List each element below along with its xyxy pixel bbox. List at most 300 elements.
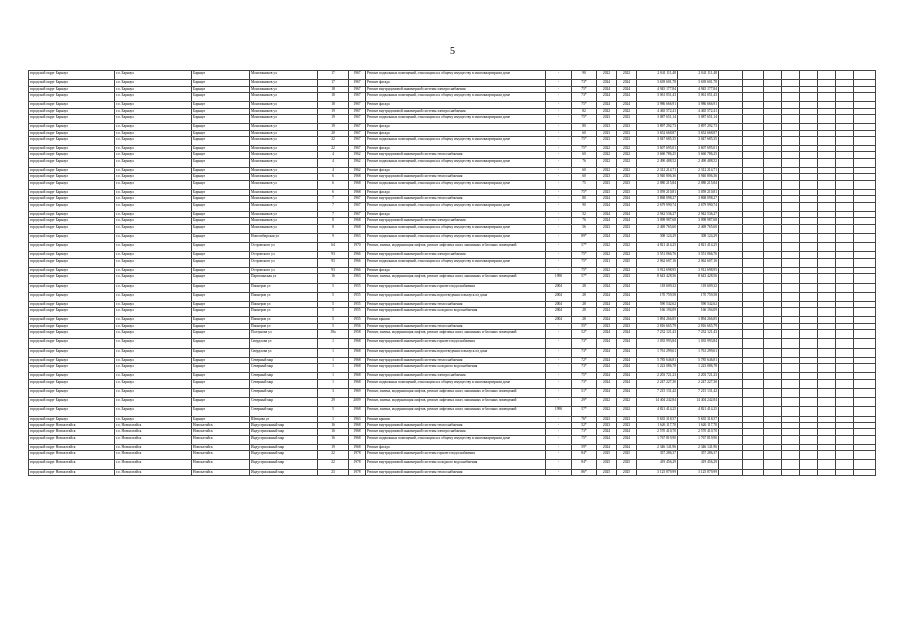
cell-empty (719, 379, 743, 388)
cell-house-number: 5 (318, 283, 349, 292)
cell-build-year: 1955 (349, 283, 366, 292)
table-row (29, 348, 876, 357)
cell-municipality: г.о. Барнаул (115, 92, 192, 101)
cell-plan-end-year: 2025 (617, 258, 637, 267)
cell-empty (743, 460, 764, 469)
cell-prev-repair-year: 2004 (546, 292, 572, 301)
cell-cost-fund: 3 125 879,99 (678, 469, 719, 475)
cell-prev-repair-year: - (546, 196, 572, 202)
cell-work-type: Ремонт внутридомовой инженерной системы теплоснабжения (366, 469, 546, 475)
cell-empty (854, 92, 876, 101)
cell-locality: Новоалтайск (192, 422, 250, 428)
cell-street: Островского ул (250, 252, 318, 258)
cell-build-year: 1967 (349, 146, 366, 152)
table-row (29, 158, 876, 167)
cell-district: городской округ Барнаул (29, 308, 115, 317)
cell-house-number: 4 (318, 158, 349, 167)
cell-empty (764, 388, 782, 397)
cell-house-number: 16 (318, 422, 349, 428)
cell-empty (764, 292, 782, 301)
cell-empty (719, 364, 743, 373)
cell-cost-total: 3 897 292,73 (637, 124, 678, 130)
cell-house-number: 5 (318, 292, 349, 301)
cell-wear-percent: 75* (572, 252, 597, 258)
cell-empty (782, 398, 800, 407)
cell-prev-repair-year: - (546, 212, 572, 218)
cell-locality: Барнаул (192, 158, 250, 167)
cell-cost-fund: 118 609,32 (678, 283, 719, 292)
cell-empty (818, 202, 836, 211)
table-row (29, 407, 876, 416)
cell-locality: Барнаул (192, 283, 250, 292)
table-row (29, 398, 876, 407)
cell-cost-total: 2 816 665,79 (637, 323, 678, 329)
cell-plan-start-year: 2022 (597, 71, 617, 80)
cell-plan-start-year: 2024 (597, 429, 617, 435)
cell-house-number: 19 (318, 124, 349, 130)
cell-build-year: 1963 (349, 416, 366, 422)
cell-empty (782, 339, 800, 348)
cell-prev-repair-year: - (546, 152, 572, 158)
cell-district: городской округ Барнаул (29, 174, 115, 180)
cell-build-year: 1968 (349, 435, 366, 444)
cell-plan-start-year: 2021 (597, 258, 617, 267)
cell-build-year: 1963 (349, 274, 366, 283)
cell-empty (836, 398, 854, 407)
cell-cost-fund: 7 232 121,43 (678, 330, 719, 339)
cell-empty (743, 435, 764, 444)
cell-plan-start-year: 2023 (597, 130, 617, 136)
cell-house-number: 29 (318, 398, 349, 407)
cell-plan-start-year: 2022 (597, 158, 617, 167)
cell-house-number: 22 (318, 460, 349, 469)
cell-wear-percent: 51* (572, 388, 597, 397)
cell-plan-start-year: 2022 (597, 152, 617, 158)
cell-cost-fund: 1 761 299,61 (678, 348, 719, 357)
cell-house-number: 16 (318, 435, 349, 444)
cell-house-number: 18 (318, 102, 349, 108)
cell-empty (782, 330, 800, 339)
cell-cost-total: 2 942 536,27 (637, 212, 678, 218)
cell-cost-fund: 5 635 318,57 (678, 416, 719, 422)
cell-wear-percent: 28 (572, 317, 597, 323)
cell-locality: Барнаул (192, 71, 250, 80)
cell-empty (743, 136, 764, 145)
cell-wear-percent: 52* (572, 330, 597, 339)
cell-empty (818, 92, 836, 101)
cell-plan-end-year: 2023 (617, 174, 637, 180)
cell-empty (818, 339, 836, 348)
cell-district: городской округ Барнаул (29, 233, 115, 242)
cell-municipality: г.о. Барнаул (115, 407, 192, 416)
cell-house-number: 7 (318, 212, 349, 218)
cell-work-type: Ремонт подвальных помещений, относящихся к общему имуществу в многоквартирном доме (366, 379, 546, 388)
cell-district: городской округ Барнаул (29, 168, 115, 174)
cell-build-year: 1958 (349, 330, 366, 339)
cell-cost-fund: 357 286,37 (678, 451, 719, 460)
cell-work-type: Ремонт внутридомовой инженерной системы электроснабжения (366, 252, 546, 258)
cell-prev-repair-year: - (546, 398, 572, 407)
cell-prev-repair-year: - (546, 339, 572, 348)
cell-build-year: 1968 (349, 224, 366, 233)
cell-empty (836, 243, 854, 252)
cell-empty (743, 292, 764, 301)
cell-district: городской округ Барнаул (29, 130, 115, 136)
cell-cost-fund: 3 897 292,73 (678, 124, 719, 130)
cell-street: Монтажников ул (250, 124, 318, 130)
cell-cost-total: 2 346 141,96 (637, 444, 678, 450)
cell-house-number: 64 (318, 243, 349, 252)
cell-locality: Барнаул (192, 330, 250, 339)
cell-locality: Новоалтайск (192, 451, 250, 460)
cell-cost-fund: 3 607 695,01 (678, 146, 719, 152)
cell-empty (764, 460, 782, 469)
page-number: 5 (450, 46, 455, 57)
table-row (29, 283, 876, 292)
cell-cost-total: 8 643 428,56 (637, 274, 678, 283)
cell-build-year: 1966 (349, 267, 366, 273)
cell-empty (836, 308, 854, 317)
cell-empty (818, 460, 836, 469)
cell-wear-percent: 86* (572, 469, 597, 475)
cell-empty (719, 308, 743, 317)
cell-municipality: г.о. Барнаул (115, 136, 192, 145)
cell-build-year: 1978 (349, 460, 366, 469)
cell-district: городской округ Барнаул (29, 218, 115, 224)
cell-cost-total: 590 542,62 (637, 301, 678, 307)
cell-plan-end-year: 2022 (617, 407, 637, 416)
cell-locality: Новоалтайск (192, 429, 250, 435)
cell-cost-total: 4 821 414,25 (637, 243, 678, 252)
cell-work-type: Ремонт фасада (366, 212, 546, 218)
cell-street: Индустриальный мкр (250, 429, 318, 435)
cell-municipality: г.о. Барнаул (115, 224, 192, 233)
cell-work-type: Ремонт внутридомовой инженерной системы теплоснабжения (366, 323, 546, 329)
cell-municipality: г.о. Барнаул (115, 317, 192, 323)
cell-prev-repair-year: - (546, 114, 572, 123)
cell-wear-percent: 72* (572, 357, 597, 363)
cell-house-number: 1 (318, 348, 349, 357)
cell-locality: Барнаул (192, 218, 250, 224)
cell-plan-end-year: 2023 (617, 180, 637, 189)
cell-locality: Барнаул (192, 202, 250, 211)
cell-municipality: г.о. Барнаул (115, 274, 192, 283)
cell-plan-end-year: 2022 (617, 243, 637, 252)
cell-empty (836, 348, 854, 357)
cell-prev-repair-year: - (546, 102, 572, 108)
cell-plan-start-year: 2023 (597, 180, 617, 189)
cell-empty (782, 379, 800, 388)
cell-street: Свердлова ул (250, 339, 318, 348)
cell-street: Индустриальный мкр (250, 444, 318, 450)
cell-house-number: 1 (318, 364, 349, 373)
cell-house-number: 93 (318, 252, 349, 258)
cell-street: Монтажников ул (250, 202, 318, 211)
cell-wear-percent: 75* (572, 267, 597, 273)
table-row (29, 233, 876, 242)
cell-empty (836, 202, 854, 211)
cell-prev-repair-year: - (546, 174, 572, 180)
cell-wear-percent: 55* (572, 323, 597, 329)
cell-plan-end-year: 2023 (617, 136, 637, 145)
cell-build-year: 2009 (349, 398, 366, 407)
cell-house-number: 5 (318, 308, 349, 317)
cell-house-number: 16 (318, 274, 349, 283)
cell-prev-repair-year: - (546, 180, 572, 189)
cell-empty (800, 407, 818, 416)
cell-cost-total: 166 194,09 (637, 308, 678, 317)
cell-cost-fund: 1 223 086,78 (678, 364, 719, 373)
cell-work-type: Ремонт подвальных помещений, относящихся к общему имуществу в многоквартирном доме (366, 180, 546, 189)
cell-plan-end-year: 2023 (617, 274, 637, 283)
cell-empty (764, 258, 782, 267)
cell-prev-repair-year: - (546, 146, 572, 152)
cell-build-year: 1962 (349, 168, 366, 174)
cell-empty (854, 233, 876, 242)
cell-cost-fund: 3 087 651,14 (678, 114, 719, 123)
cell-empty (764, 469, 782, 475)
cell-municipality: г.о. Барнаул (115, 398, 192, 407)
cell-plan-end-year: 2024 (617, 364, 637, 373)
cell-empty (782, 308, 800, 317)
cell-house-number: 7 (318, 196, 349, 202)
cell-work-type: Ремонт внутридомовой инженерной системы холодного водоснабжения (366, 460, 546, 469)
cell-empty (743, 451, 764, 460)
cell-empty (782, 92, 800, 101)
cell-wear-percent: 73* (572, 80, 597, 86)
cell-empty (818, 364, 836, 373)
cell-work-type: Ремонт подвальных помещений, относящихся к общему имуществу в многоквартирном доме (366, 435, 546, 444)
cell-plan-start-year: 2024 (597, 308, 617, 317)
cell-work-type: Ремонт подвальных помещений, относящихся к общему имуществу в многоквартирном доме (366, 136, 546, 145)
cell-municipality: г.о. Новоалтайск (115, 469, 192, 475)
table-row (29, 339, 876, 348)
cell-plan-end-year: 2024 (617, 292, 637, 301)
cell-empty (800, 180, 818, 189)
cell-cost-total: 2 469 765,60 (637, 224, 678, 233)
cell-plan-end-year: 2024 (617, 373, 637, 379)
cell-municipality: г.о. Барнаул (115, 158, 192, 167)
cell-district: городской округ Барнаул (29, 379, 115, 388)
cell-district: городской округ Новоалтайск (29, 422, 115, 428)
cell-cost-total: 3 125 879,99 (637, 469, 678, 475)
cell-empty (719, 258, 743, 267)
cell-plan-start-year: 2024 (597, 86, 617, 92)
cell-cost-total: 3 986 666,91 (637, 102, 678, 108)
cell-wear-percent: 75* (572, 258, 597, 267)
cell-cost-fund: 3 047 685,35 (678, 136, 719, 145)
cell-cost-total: 357 286,37 (637, 451, 678, 460)
cell-plan-start-year: 2024 (597, 388, 617, 397)
cell-empty (782, 136, 800, 145)
cell-plan-start-year: 2024 (597, 202, 617, 211)
cell-empty (836, 451, 854, 460)
cell-empty (836, 136, 854, 145)
cell-house-number: 5 (318, 301, 349, 307)
cell-empty (743, 339, 764, 348)
cell-prev-repair-year: - (546, 357, 572, 363)
cell-plan-start-year: 2023 (597, 114, 617, 123)
cell-cost-total: 3 660 786,25 (637, 152, 678, 158)
cell-street: Монтажников ул (250, 146, 318, 152)
cell-plan-end-year: 2023 (617, 114, 637, 123)
cell-empty (719, 460, 743, 469)
cell-plan-start-year: 2024 (597, 330, 617, 339)
cell-build-year: 1968 (349, 174, 366, 180)
cell-empty (764, 283, 782, 292)
cell-municipality: г.о. Барнаул (115, 190, 192, 196)
cell-locality: Новоалтайск (192, 435, 250, 444)
cell-cost-total: 4 821 414,25 (637, 407, 678, 416)
cell-wear-percent: 90 (572, 71, 597, 80)
cell-empty (782, 243, 800, 252)
cell-house-number: 22 (318, 136, 349, 145)
cell-street: Пионеров ул (250, 323, 318, 329)
cell-empty (818, 407, 836, 416)
cell-prev-repair-year: - (546, 444, 572, 450)
cell-empty (800, 258, 818, 267)
cell-plan-end-year: 2023 (617, 190, 637, 196)
cell-cost-total: 3 047 685,35 (637, 136, 678, 145)
cell-plan-end-year: 2024 (617, 357, 637, 363)
cell-municipality: г.о. Барнаул (115, 218, 192, 224)
cell-empty (818, 435, 836, 444)
cell-empty (854, 460, 876, 469)
cell-municipality: г.о. Барнаул (115, 196, 192, 202)
cell-build-year: 1978 (349, 469, 366, 475)
cell-municipality: г.о. Барнаул (115, 258, 192, 267)
cell-street: Монтажников ул (250, 168, 318, 174)
cell-empty (800, 114, 818, 123)
cell-empty (719, 233, 743, 242)
cell-empty (719, 292, 743, 301)
cell-municipality: г.о. Барнаул (115, 108, 192, 114)
cell-locality: Барнаул (192, 348, 250, 357)
cell-prev-repair-year: 1990 (546, 274, 572, 283)
cell-locality: Барнаул (192, 152, 250, 158)
cell-empty (719, 202, 743, 211)
cell-empty (854, 435, 876, 444)
cell-cost-total: 2 570 410,70 (637, 429, 678, 435)
cell-empty (719, 158, 743, 167)
cell-empty (818, 114, 836, 123)
cell-street: Монтажников ул (250, 130, 318, 136)
cell-district: городской округ Барнаул (29, 158, 115, 167)
cell-cost-total: 2 679 990,74 (637, 202, 678, 211)
cell-district: городской округ Барнаул (29, 274, 115, 283)
cell-house-number: 93 (318, 258, 349, 267)
cell-prev-repair-year: - (546, 460, 572, 469)
cell-empty (854, 274, 876, 283)
cell-locality: Новоалтайск (192, 444, 250, 450)
cell-empty (854, 407, 876, 416)
cell-empty (836, 435, 854, 444)
cell-empty (800, 348, 818, 357)
cell-locality: Барнаул (192, 357, 250, 363)
cell-work-type: Ремонт фасада (366, 444, 546, 450)
cell-municipality: г.о. Барнаул (115, 71, 192, 80)
cell-plan-start-year: 2024 (597, 102, 617, 108)
cell-district: городской округ Барнаул (29, 292, 115, 301)
cell-street: Новосибирская ул (250, 233, 318, 242)
cell-plan-end-year: 2024 (617, 435, 637, 444)
cell-locality: Барнаул (192, 168, 250, 174)
cell-cost-fund: 3 652 668,87 (678, 130, 719, 136)
cell-work-type: Ремонт внутридомовой инженерной системы водоотведения и выпуск из дома (366, 348, 546, 357)
cell-locality: Барнаул (192, 86, 250, 92)
cell-wear-percent: 73* (572, 429, 597, 435)
cell-empty (854, 308, 876, 317)
cell-work-type: Ремонт подвальных помещений, относящихся к общему имуществу в многоквартирном доме (366, 224, 546, 233)
cell-plan-start-year: 2022 (597, 146, 617, 152)
cell-empty (764, 398, 782, 407)
cell-empty (743, 398, 764, 407)
cell-house-number: 1 (318, 357, 349, 363)
cell-house-number: 17 (318, 71, 349, 80)
cell-street: Монтажников ул (250, 136, 318, 145)
cell-build-year: 1967 (349, 212, 366, 218)
cell-empty (743, 180, 764, 189)
cell-empty (782, 292, 800, 301)
cell-municipality: г.о. Барнаул (115, 267, 192, 273)
cell-district: городской округ Барнаул (29, 301, 115, 307)
cell-district: городской округ Барнаул (29, 388, 115, 397)
cell-cost-total: 118 609,32 (637, 283, 678, 292)
cell-district: городской округ Барнаул (29, 373, 115, 379)
cell-locality: Барнаул (192, 274, 250, 283)
cell-municipality: г.о. Барнаул (115, 373, 192, 379)
cell-empty (836, 469, 854, 475)
cell-house-number: 6 (318, 190, 349, 196)
cell-wear-percent: 75 (572, 180, 597, 189)
cell-locality: Барнаул (192, 323, 250, 329)
cell-locality: Барнаул (192, 317, 250, 323)
table-row (29, 451, 876, 460)
cell-plan-start-year: 2022 (597, 398, 617, 407)
cell-locality: Барнаул (192, 212, 250, 218)
cell-district: городской округ Новоалтайск (29, 460, 115, 469)
cell-empty (818, 180, 836, 189)
cell-empty (743, 308, 764, 317)
cell-plan-start-year: 2022 (597, 108, 617, 114)
cell-empty (719, 180, 743, 189)
cell-house-number: 22 (318, 451, 349, 460)
cell-house-number: 93 (318, 267, 349, 273)
cell-build-year: 1956 (349, 323, 366, 329)
cell-work-type: Ремонт внутридомовой инженерной системы холодного водоснабжения (366, 364, 546, 373)
cell-build-year: 1969 (349, 388, 366, 397)
cell-empty (782, 114, 800, 123)
cell-plan-end-year: 2023 (617, 323, 637, 329)
cell-locality: Барнаул (192, 398, 250, 407)
cell-cost-fund: 1 626 117,70 (678, 422, 719, 428)
cell-build-year: 1955 (349, 317, 366, 323)
cell-locality: Барнаул (192, 416, 250, 422)
cell-wear-percent: 73* (572, 379, 597, 388)
cell-district: городской округ Барнаул (29, 180, 115, 189)
cell-plan-start-year: 2024 (597, 212, 617, 218)
cell-work-type: Ремонт, замена, модернизация лифтов, ремонт лифтовых шахт, машинных и блочных помещений (366, 388, 546, 397)
cell-wear-percent: 75* (572, 86, 597, 92)
cell-work-type: Ремонт подвальных помещений, относящихся к общему имуществу в многоквартирном доме (366, 258, 546, 267)
cell-empty (743, 388, 764, 397)
cell-empty (719, 71, 743, 80)
cell-district: городской округ Барнаул (29, 190, 115, 196)
cell-plan-end-year: 2024 (617, 283, 637, 292)
cell-plan-start-year: 2024 (597, 92, 617, 101)
cell-plan-end-year: 2023 (617, 416, 637, 422)
cell-cost-total: 1 626 117,70 (637, 422, 678, 428)
